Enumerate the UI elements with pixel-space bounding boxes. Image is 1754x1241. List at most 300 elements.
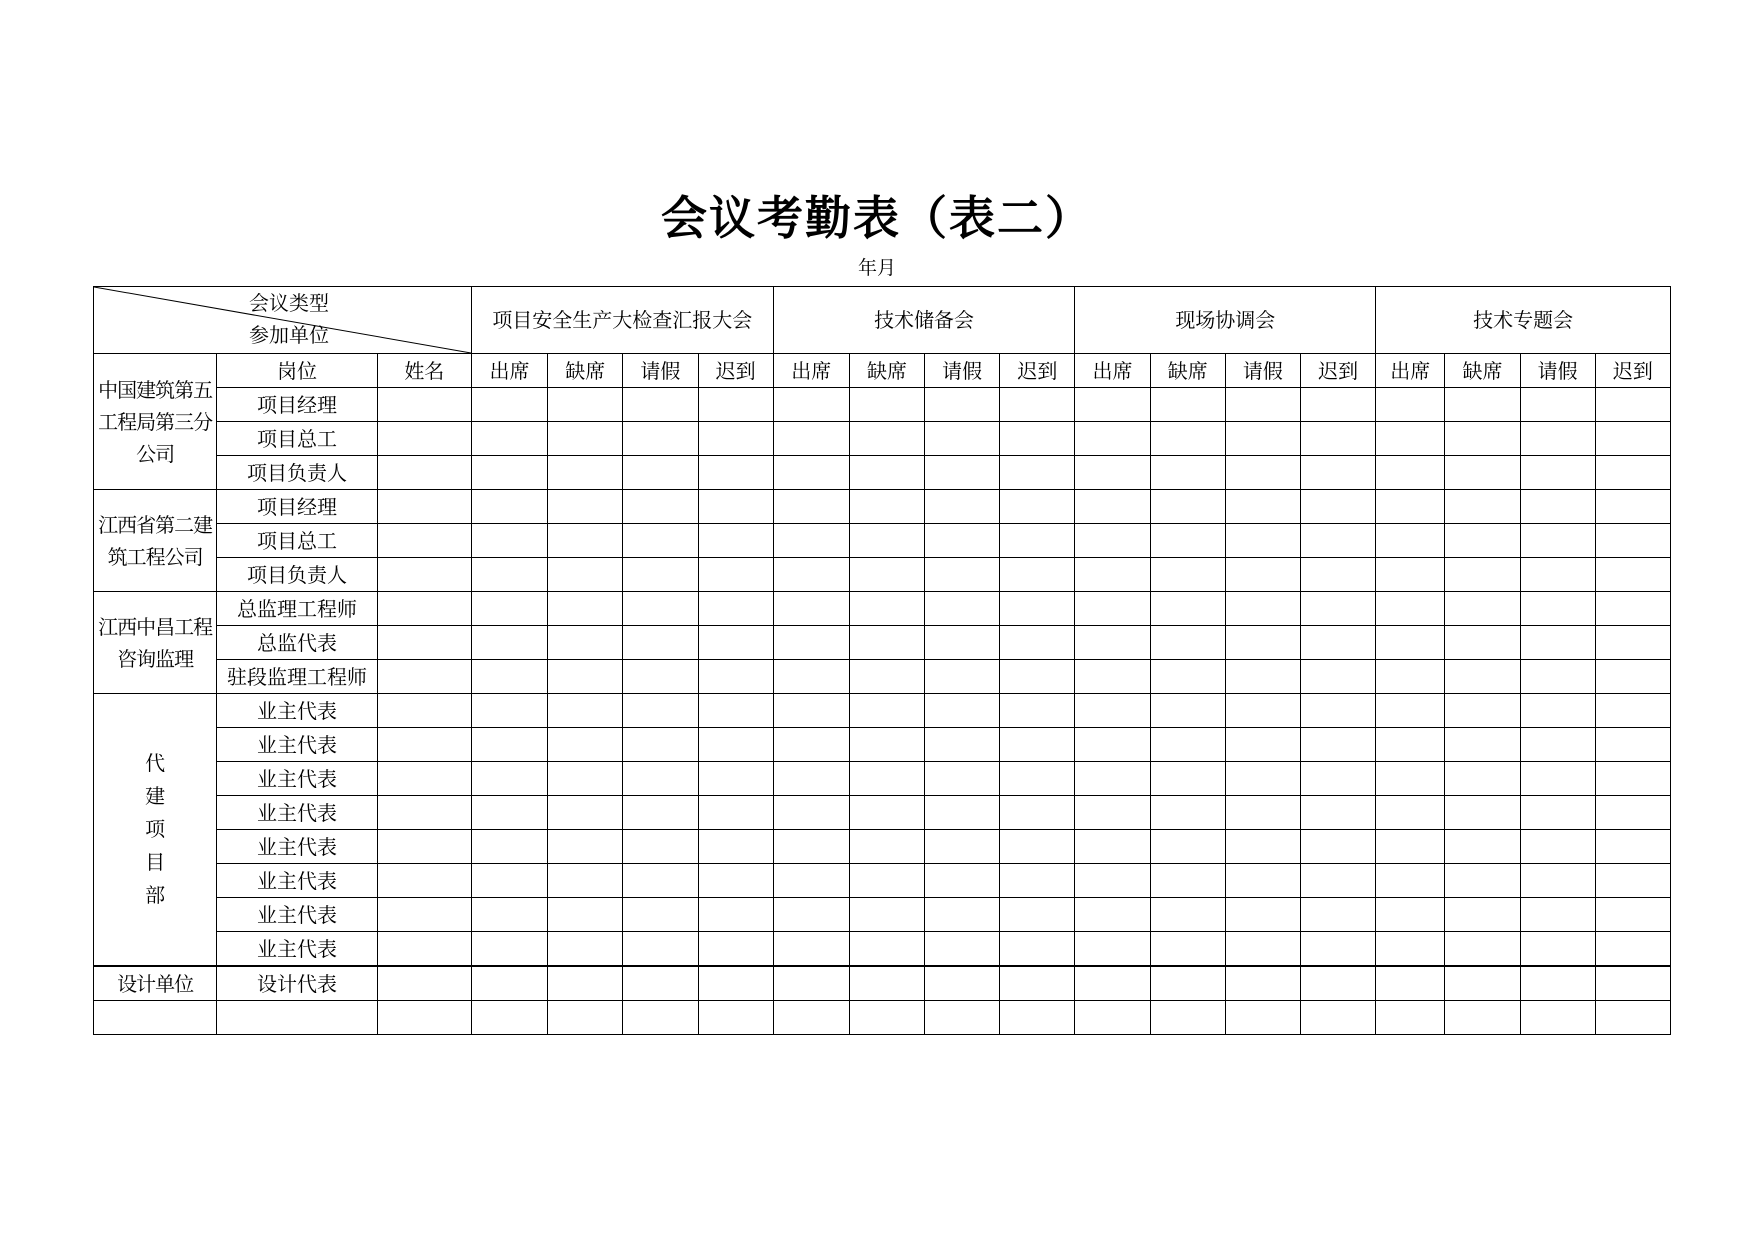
attendance-cell[interactable]: [1150, 762, 1225, 796]
attendance-cell[interactable]: [1445, 388, 1520, 422]
attendance-cell[interactable]: [548, 728, 623, 762]
attendance-cell[interactable]: [1376, 864, 1445, 898]
attendance-cell[interactable]: [623, 456, 698, 490]
name-cell[interactable]: [377, 728, 471, 762]
attendance-cell[interactable]: [1225, 524, 1300, 558]
attendance-cell[interactable]: [1376, 660, 1445, 694]
attendance-cell[interactable]: [548, 558, 623, 592]
attendance-cell[interactable]: [698, 898, 773, 932]
name-cell[interactable]: [377, 388, 471, 422]
attendance-cell[interactable]: [1520, 966, 1595, 1001]
attendance-cell[interactable]: [1595, 830, 1670, 864]
attendance-cell[interactable]: [1376, 694, 1445, 728]
attendance-cell[interactable]: [1520, 490, 1595, 524]
attendance-cell[interactable]: [1075, 966, 1150, 1001]
attendance-cell[interactable]: [548, 694, 623, 728]
attendance-cell[interactable]: [1595, 660, 1670, 694]
attendance-cell[interactable]: [1445, 422, 1520, 456]
attendance-cell[interactable]: [1150, 898, 1225, 932]
attendance-cell[interactable]: [773, 796, 849, 830]
attendance-cell[interactable]: [1445, 524, 1520, 558]
attendance-cell[interactable]: [1301, 966, 1376, 1001]
attendance-cell[interactable]: [849, 796, 924, 830]
attendance-cell[interactable]: [1301, 660, 1376, 694]
attendance-cell[interactable]: [1000, 490, 1075, 524]
attendance-cell[interactable]: [1301, 830, 1376, 864]
attendance-cell[interactable]: [925, 524, 1000, 558]
attendance-cell[interactable]: [773, 898, 849, 932]
name-cell[interactable]: [377, 558, 471, 592]
attendance-cell[interactable]: [1520, 456, 1595, 490]
attendance-cell[interactable]: [471, 796, 547, 830]
attendance-cell[interactable]: [1225, 388, 1300, 422]
attendance-cell[interactable]: [1445, 830, 1520, 864]
name-cell[interactable]: [377, 898, 471, 932]
attendance-cell[interactable]: [1000, 1001, 1075, 1035]
name-cell[interactable]: [377, 456, 471, 490]
attendance-cell[interactable]: [849, 694, 924, 728]
attendance-cell[interactable]: [1150, 932, 1225, 967]
attendance-cell[interactable]: [1075, 456, 1150, 490]
attendance-cell[interactable]: [1301, 422, 1376, 456]
attendance-cell[interactable]: [1150, 626, 1225, 660]
attendance-cell[interactable]: [623, 388, 698, 422]
name-cell[interactable]: [377, 490, 471, 524]
attendance-cell[interactable]: [1075, 728, 1150, 762]
attendance-cell[interactable]: [1075, 694, 1150, 728]
attendance-cell[interactable]: [925, 490, 1000, 524]
attendance-cell[interactable]: [471, 456, 547, 490]
attendance-cell[interactable]: [1376, 796, 1445, 830]
attendance-cell[interactable]: [698, 932, 773, 967]
attendance-cell[interactable]: [1376, 456, 1445, 490]
attendance-cell[interactable]: [1000, 592, 1075, 626]
attendance-cell[interactable]: [1000, 864, 1075, 898]
attendance-cell[interactable]: [1376, 762, 1445, 796]
attendance-cell[interactable]: [1301, 558, 1376, 592]
attendance-cell[interactable]: [1301, 796, 1376, 830]
attendance-cell[interactable]: [849, 558, 924, 592]
attendance-cell[interactable]: [1000, 932, 1075, 967]
attendance-cell[interactable]: [1376, 558, 1445, 592]
attendance-cell[interactable]: [1150, 660, 1225, 694]
attendance-cell[interactable]: [698, 490, 773, 524]
attendance-cell[interactable]: [471, 388, 547, 422]
attendance-cell[interactable]: [1301, 524, 1376, 558]
attendance-cell[interactable]: [773, 694, 849, 728]
attendance-cell[interactable]: [1301, 490, 1376, 524]
name-cell[interactable]: [377, 932, 471, 967]
attendance-cell[interactable]: [623, 966, 698, 1001]
attendance-cell[interactable]: [1445, 1001, 1520, 1035]
attendance-cell[interactable]: [548, 388, 623, 422]
attendance-cell[interactable]: [1445, 626, 1520, 660]
attendance-cell[interactable]: [548, 830, 623, 864]
attendance-cell[interactable]: [471, 626, 547, 660]
attendance-cell[interactable]: [1075, 830, 1150, 864]
attendance-cell[interactable]: [623, 558, 698, 592]
attendance-cell[interactable]: [1520, 660, 1595, 694]
attendance-cell[interactable]: [1000, 898, 1075, 932]
attendance-cell[interactable]: [1225, 966, 1300, 1001]
attendance-cell[interactable]: [471, 524, 547, 558]
attendance-cell[interactable]: [1301, 592, 1376, 626]
attendance-cell[interactable]: [925, 422, 1000, 456]
name-cell[interactable]: [377, 524, 471, 558]
attendance-cell[interactable]: [925, 592, 1000, 626]
attendance-cell[interactable]: [471, 864, 547, 898]
attendance-cell[interactable]: [1000, 694, 1075, 728]
name-cell[interactable]: [377, 592, 471, 626]
attendance-cell[interactable]: [1595, 388, 1670, 422]
attendance-cell[interactable]: [698, 830, 773, 864]
attendance-cell[interactable]: [623, 592, 698, 626]
attendance-cell[interactable]: [623, 864, 698, 898]
attendance-cell[interactable]: [1225, 592, 1300, 626]
attendance-cell[interactable]: [1075, 524, 1150, 558]
attendance-cell[interactable]: [698, 456, 773, 490]
attendance-cell[interactable]: [1000, 558, 1075, 592]
attendance-cell[interactable]: [1445, 592, 1520, 626]
attendance-cell[interactable]: [471, 728, 547, 762]
attendance-cell[interactable]: [1301, 626, 1376, 660]
attendance-cell[interactable]: [1520, 694, 1595, 728]
attendance-cell[interactable]: [623, 762, 698, 796]
attendance-cell[interactable]: [1376, 592, 1445, 626]
attendance-cell[interactable]: [1225, 490, 1300, 524]
attendance-cell[interactable]: [1595, 626, 1670, 660]
attendance-cell[interactable]: [1150, 388, 1225, 422]
attendance-cell[interactable]: [1000, 966, 1075, 1001]
attendance-cell[interactable]: [1520, 1001, 1595, 1035]
attendance-cell[interactable]: [849, 422, 924, 456]
attendance-cell[interactable]: [1520, 388, 1595, 422]
name-cell[interactable]: [377, 762, 471, 796]
attendance-cell[interactable]: [773, 524, 849, 558]
name-cell[interactable]: [377, 864, 471, 898]
attendance-cell[interactable]: [1150, 864, 1225, 898]
attendance-cell[interactable]: [1301, 694, 1376, 728]
attendance-cell[interactable]: [1225, 626, 1300, 660]
attendance-cell[interactable]: [1000, 796, 1075, 830]
name-cell[interactable]: [377, 966, 471, 1001]
attendance-cell[interactable]: [1301, 728, 1376, 762]
attendance-cell[interactable]: [1595, 558, 1670, 592]
attendance-cell[interactable]: [548, 1001, 623, 1035]
attendance-cell[interactable]: [471, 490, 547, 524]
attendance-cell[interactable]: [698, 626, 773, 660]
attendance-cell[interactable]: [1376, 966, 1445, 1001]
attendance-cell[interactable]: [1000, 762, 1075, 796]
attendance-cell[interactable]: [548, 660, 623, 694]
attendance-cell[interactable]: [548, 422, 623, 456]
attendance-cell[interactable]: [1376, 932, 1445, 967]
attendance-cell[interactable]: [773, 456, 849, 490]
attendance-cell[interactable]: [471, 932, 547, 967]
attendance-cell[interactable]: [548, 898, 623, 932]
attendance-cell[interactable]: [773, 728, 849, 762]
attendance-cell[interactable]: [849, 592, 924, 626]
attendance-cell[interactable]: [471, 1001, 547, 1035]
attendance-cell[interactable]: [1075, 762, 1150, 796]
attendance-cell[interactable]: [849, 626, 924, 660]
attendance-cell[interactable]: [471, 592, 547, 626]
attendance-cell[interactable]: [1520, 762, 1595, 796]
attendance-cell[interactable]: [1376, 626, 1445, 660]
attendance-cell[interactable]: [1376, 388, 1445, 422]
attendance-cell[interactable]: [1595, 592, 1670, 626]
attendance-cell[interactable]: [925, 796, 1000, 830]
attendance-cell[interactable]: [698, 388, 773, 422]
attendance-cell[interactable]: [698, 558, 773, 592]
attendance-cell[interactable]: [1595, 864, 1670, 898]
attendance-cell[interactable]: [925, 864, 1000, 898]
attendance-cell[interactable]: [925, 558, 1000, 592]
attendance-cell[interactable]: [1075, 796, 1150, 830]
attendance-cell[interactable]: [1520, 422, 1595, 456]
attendance-cell[interactable]: [1075, 626, 1150, 660]
attendance-cell[interactable]: [1520, 898, 1595, 932]
attendance-cell[interactable]: [471, 898, 547, 932]
attendance-cell[interactable]: [1075, 1001, 1150, 1035]
attendance-cell[interactable]: [1075, 422, 1150, 456]
attendance-cell[interactable]: [925, 898, 1000, 932]
attendance-cell[interactable]: [1075, 388, 1150, 422]
attendance-cell[interactable]: [1445, 728, 1520, 762]
attendance-cell[interactable]: [1150, 830, 1225, 864]
attendance-cell[interactable]: [1225, 728, 1300, 762]
attendance-cell[interactable]: [773, 966, 849, 1001]
attendance-cell[interactable]: [849, 728, 924, 762]
attendance-cell[interactable]: [623, 626, 698, 660]
attendance-cell[interactable]: [925, 388, 1000, 422]
attendance-cell[interactable]: [773, 422, 849, 456]
attendance-cell[interactable]: [773, 388, 849, 422]
attendance-cell[interactable]: [1000, 728, 1075, 762]
attendance-cell[interactable]: [1075, 660, 1150, 694]
name-cell[interactable]: [377, 626, 471, 660]
attendance-cell[interactable]: [623, 1001, 698, 1035]
attendance-cell[interactable]: [1225, 1001, 1300, 1035]
attendance-cell[interactable]: [623, 490, 698, 524]
attendance-cell[interactable]: [1150, 694, 1225, 728]
attendance-cell[interactable]: [623, 422, 698, 456]
attendance-cell[interactable]: [1075, 864, 1150, 898]
attendance-cell[interactable]: [1225, 830, 1300, 864]
attendance-cell[interactable]: [1150, 728, 1225, 762]
attendance-cell[interactable]: [623, 796, 698, 830]
attendance-cell[interactable]: [773, 592, 849, 626]
attendance-cell[interactable]: [623, 660, 698, 694]
attendance-cell[interactable]: [1225, 932, 1300, 967]
attendance-cell[interactable]: [1075, 558, 1150, 592]
attendance-cell[interactable]: [698, 660, 773, 694]
name-cell[interactable]: [377, 796, 471, 830]
attendance-cell[interactable]: [1150, 796, 1225, 830]
attendance-cell[interactable]: [849, 456, 924, 490]
attendance-cell[interactable]: [623, 694, 698, 728]
attendance-cell[interactable]: [471, 762, 547, 796]
attendance-cell[interactable]: [1301, 932, 1376, 967]
attendance-cell[interactable]: [548, 796, 623, 830]
attendance-cell[interactable]: [773, 932, 849, 967]
attendance-cell[interactable]: [849, 830, 924, 864]
attendance-cell[interactable]: [1150, 456, 1225, 490]
attendance-cell[interactable]: [1075, 898, 1150, 932]
attendance-cell[interactable]: [1000, 660, 1075, 694]
attendance-cell[interactable]: [471, 558, 547, 592]
attendance-cell[interactable]: [548, 524, 623, 558]
attendance-cell[interactable]: [1595, 422, 1670, 456]
attendance-cell[interactable]: [1225, 660, 1300, 694]
attendance-cell[interactable]: [773, 626, 849, 660]
name-cell[interactable]: [377, 660, 471, 694]
attendance-cell[interactable]: [698, 592, 773, 626]
attendance-cell[interactable]: [1301, 898, 1376, 932]
attendance-cell[interactable]: [1225, 456, 1300, 490]
attendance-cell[interactable]: [849, 864, 924, 898]
attendance-cell[interactable]: [1000, 830, 1075, 864]
attendance-cell[interactable]: [548, 762, 623, 796]
attendance-cell[interactable]: [1595, 524, 1670, 558]
attendance-cell[interactable]: [623, 830, 698, 864]
attendance-cell[interactable]: [623, 932, 698, 967]
attendance-cell[interactable]: [1075, 592, 1150, 626]
attendance-cell[interactable]: [1595, 694, 1670, 728]
attendance-cell[interactable]: [1445, 932, 1520, 967]
attendance-cell[interactable]: [698, 422, 773, 456]
attendance-cell[interactable]: [849, 490, 924, 524]
attendance-cell[interactable]: [925, 626, 1000, 660]
attendance-cell[interactable]: [1376, 830, 1445, 864]
attendance-cell[interactable]: [1150, 422, 1225, 456]
attendance-cell[interactable]: [1150, 592, 1225, 626]
attendance-cell[interactable]: [548, 626, 623, 660]
attendance-cell[interactable]: [849, 762, 924, 796]
attendance-cell[interactable]: [1595, 966, 1670, 1001]
attendance-cell[interactable]: [471, 694, 547, 728]
attendance-cell[interactable]: [849, 932, 924, 967]
attendance-cell[interactable]: [698, 762, 773, 796]
attendance-cell[interactable]: [1000, 456, 1075, 490]
attendance-cell[interactable]: [1445, 898, 1520, 932]
attendance-cell[interactable]: [698, 864, 773, 898]
attendance-cell[interactable]: [698, 796, 773, 830]
attendance-cell[interactable]: [773, 864, 849, 898]
attendance-cell[interactable]: [548, 592, 623, 626]
attendance-cell[interactable]: [1000, 422, 1075, 456]
attendance-cell[interactable]: [1595, 932, 1670, 967]
attendance-cell[interactable]: [1445, 558, 1520, 592]
attendance-cell[interactable]: [773, 490, 849, 524]
attendance-cell[interactable]: [1225, 694, 1300, 728]
attendance-cell[interactable]: [773, 1001, 849, 1035]
attendance-cell[interactable]: [471, 422, 547, 456]
attendance-cell[interactable]: [849, 1001, 924, 1035]
attendance-cell[interactable]: [1075, 490, 1150, 524]
attendance-cell[interactable]: [1520, 626, 1595, 660]
attendance-cell[interactable]: [1445, 490, 1520, 524]
attendance-cell[interactable]: [1595, 762, 1670, 796]
attendance-cell[interactable]: [698, 728, 773, 762]
attendance-cell[interactable]: [1445, 796, 1520, 830]
attendance-cell[interactable]: [1000, 524, 1075, 558]
attendance-cell[interactable]: [925, 660, 1000, 694]
attendance-cell[interactable]: [1520, 796, 1595, 830]
attendance-cell[interactable]: [773, 660, 849, 694]
attendance-cell[interactable]: [1150, 1001, 1225, 1035]
attendance-cell[interactable]: [1150, 558, 1225, 592]
attendance-cell[interactable]: [1595, 456, 1670, 490]
attendance-cell[interactable]: [1445, 694, 1520, 728]
attendance-cell[interactable]: [1520, 932, 1595, 967]
attendance-cell[interactable]: [1075, 932, 1150, 967]
attendance-cell[interactable]: [1376, 898, 1445, 932]
attendance-cell[interactable]: [623, 898, 698, 932]
attendance-cell[interactable]: [925, 966, 1000, 1001]
name-cell[interactable]: [377, 694, 471, 728]
attendance-cell[interactable]: [925, 762, 1000, 796]
attendance-cell[interactable]: [623, 728, 698, 762]
attendance-cell[interactable]: [1445, 762, 1520, 796]
attendance-cell[interactable]: [849, 660, 924, 694]
attendance-cell[interactable]: [1595, 728, 1670, 762]
attendance-cell[interactable]: [1150, 966, 1225, 1001]
attendance-cell[interactable]: [925, 728, 1000, 762]
attendance-cell[interactable]: [1301, 388, 1376, 422]
attendance-cell[interactable]: [548, 966, 623, 1001]
attendance-cell[interactable]: [925, 694, 1000, 728]
attendance-cell[interactable]: [1520, 524, 1595, 558]
attendance-cell[interactable]: [1445, 660, 1520, 694]
attendance-cell[interactable]: [471, 966, 547, 1001]
attendance-cell[interactable]: [698, 1001, 773, 1035]
attendance-cell[interactable]: [925, 830, 1000, 864]
attendance-cell[interactable]: [1520, 830, 1595, 864]
attendance-cell[interactable]: [849, 966, 924, 1001]
attendance-cell[interactable]: [698, 524, 773, 558]
attendance-cell[interactable]: [548, 864, 623, 898]
attendance-cell[interactable]: [698, 966, 773, 1001]
attendance-cell[interactable]: [471, 830, 547, 864]
name-cell[interactable]: [377, 830, 471, 864]
attendance-cell[interactable]: [1225, 762, 1300, 796]
attendance-cell[interactable]: [773, 830, 849, 864]
attendance-cell[interactable]: [1376, 728, 1445, 762]
attendance-cell[interactable]: [1595, 796, 1670, 830]
attendance-cell[interactable]: [1150, 524, 1225, 558]
attendance-cell[interactable]: [1376, 422, 1445, 456]
attendance-cell[interactable]: [1301, 1001, 1376, 1035]
attendance-cell[interactable]: [1225, 864, 1300, 898]
attendance-cell[interactable]: [1445, 864, 1520, 898]
attendance-cell[interactable]: [773, 558, 849, 592]
attendance-cell[interactable]: [925, 1001, 1000, 1035]
attendance-cell[interactable]: [1520, 728, 1595, 762]
attendance-cell[interactable]: [471, 660, 547, 694]
attendance-cell[interactable]: [1225, 898, 1300, 932]
attendance-cell[interactable]: [1225, 558, 1300, 592]
attendance-cell[interactable]: [1000, 388, 1075, 422]
attendance-cell[interactable]: [623, 524, 698, 558]
blank-position-cell[interactable]: [217, 1001, 377, 1035]
attendance-cell[interactable]: [1301, 864, 1376, 898]
attendance-cell[interactable]: [698, 694, 773, 728]
attendance-cell[interactable]: [548, 490, 623, 524]
attendance-cell[interactable]: [925, 456, 1000, 490]
attendance-cell[interactable]: [773, 762, 849, 796]
attendance-cell[interactable]: [1225, 796, 1300, 830]
